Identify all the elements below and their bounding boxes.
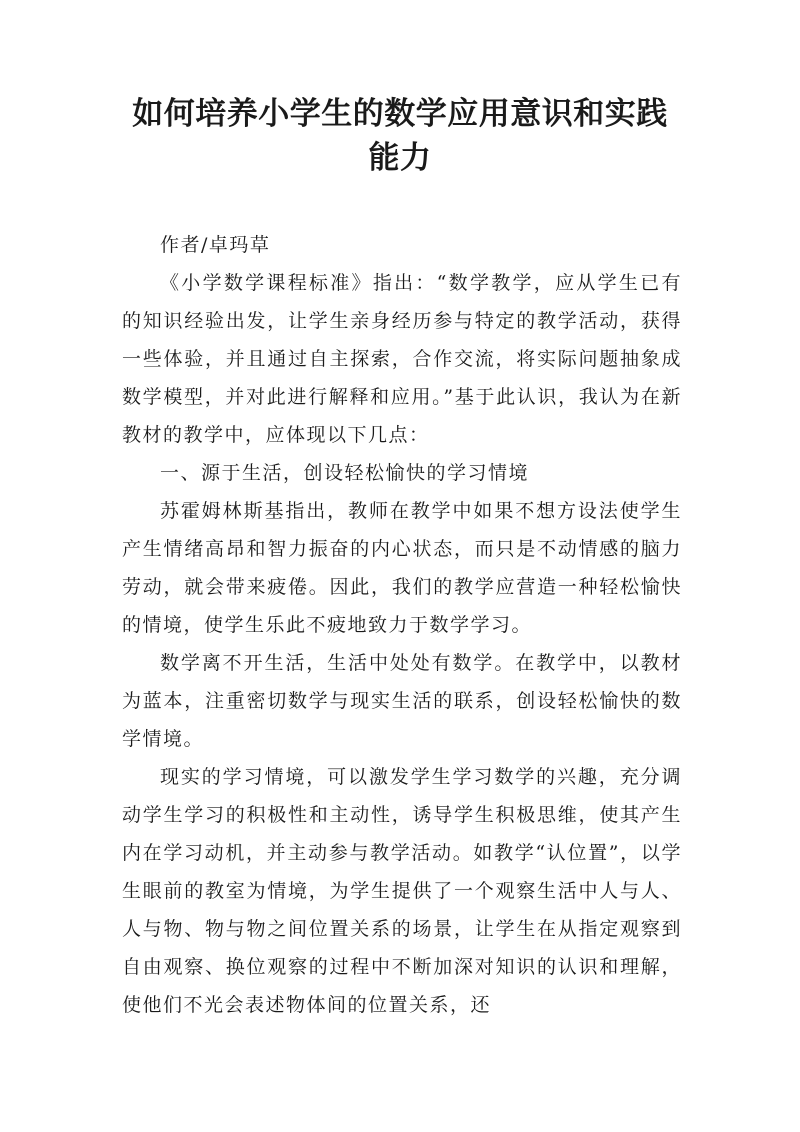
document-body [122,226,682,1024]
author-line: 作者/卓玛草 [160,234,271,256]
paragraph-sukhomlinsky: 苏霍姆林斯基指出，教师在教学中如果不想方设法使学生产生情绪高昂和智力振奋的内心状态，而只是不动情感的脑力劳动，就会带来疲倦。因此，我们的教学应营造一种轻松愉快的情境，使学生乐此不疲地致力于数学学习。 [122,500,682,636]
paragraph-learning-situation: 现实的学习情境，可以激发学生学习数学的兴趣，充分调动学生学习的积极性和主动性，诱导学生积极思维，使其产生内在学习动机，并主动参与教学活动。如教学“认位置”，以学生眼前的教室为情境，为学生提供了一个观察生活中人与人、人与物、物与物之间位置关系的场景，让学生在从指定观察到自由观察、换位观察的过程中不断加深对知识的认识和理解，使他们不光会表述物体间的位置关系，还 [122,766,682,1016]
document-title: 如何培养小学生的数学应用意识和实践能力 [132,96,668,176]
section-heading-1: 一、源于生活，创设轻松愉快的学习情境 [160,462,530,484]
paragraph-math-life: 数学离不开生活，生活中处处有数学。在教学中，以教材为蓝本，注重密切数学与现实生活的联系，创设轻松愉快的数学情境。 [122,652,682,750]
paragraph-intro: 《小学数学课程标准》指出：“数学教学，应从学生已有的知识经验出发，让学生亲身经历参与特定的教学活动，获得一些体验，并且通过自主探索，合作交流，将实际问题抽象成数学模型，并对此进行解释和应用。”基于此认识，我认为在新教材的教学中，应体现以下几点： [122,272,682,446]
